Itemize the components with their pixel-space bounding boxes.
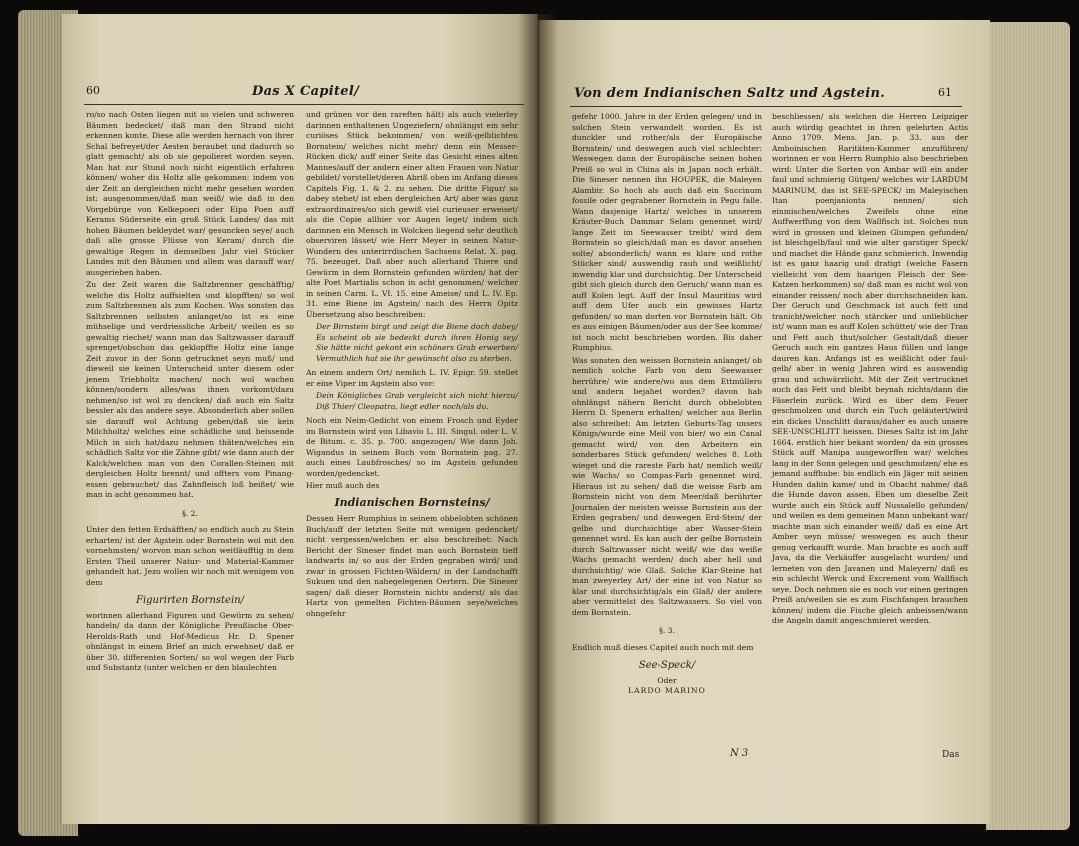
section-mark: §. 3. [659,626,675,635]
paragraph: Unter den fetten Erdsäfften/ so endlich auch zu Stein erharten/ ist der Agstein oder Bornstein wol mit den vornehmsten/ worvon man schon weitläufftig in dem Ersten Theil unserer Natur- und Material-Kammer gehandelt hat. Jezo wollen wir noch mit wenigem von dem [86,525,294,587]
header-rule [570,106,962,107]
paragraph: Was sonsten den weissen Bornstein anlanget/ ob nemlich solche Farb von dem Seewasser herrühre/ wie andere/wo aus dem Ettmüllero und andern bejahet worden? davon hab ohnlängst nähern Bericht durch obbelobten Herrn D. Spenern erhalten/ welcher aus Berlin also schreibet: Am letzten Geburts-Tag unsers Königs/wurde eine Meil von hier/ wo ein Canal gemacht wird/ von den Arbeitern ein sonderbares Stück gefunden/ welches 8. Loth wieget und die rareste Farb hat/ nemlich weiß/ wie Wachs/ so Compas-Farb genennet wird. Hieraus ist zu sehen/ daß die weisse Farb am Bornstein nicht von dem Meer/daß berührter Journalen der meisten weisse Bornstein aus der Erden gegraben/ und deswegen Erd-Stein/ der gelbe und durchsichtige aber Wasser-Stein genennet wird. Es kan auch der gelbe Bornstein durch Saltzwasser nicht weiß/ wie das weiße Wachs gemacht werden/ doch aber hell und durchsichtig/ wie Glaß. Solche Klar-Steine hat man zweyerley Art/ der eine ist von Natur so klar und durchsichtig/als ein Glaß/ der andere aber vermittelst des Saltzwassers. So viel von dem Bornstein. [572,355,762,617]
header-rule [84,104,524,105]
left-page-column-2 [306,110,518,621]
right-page-edges [986,22,1070,830]
page-number: 60 [86,84,100,97]
paragraph: ro/so nach Osten liegen mit so vielen und schweren Bäumen bedecket/ daß man den Strand nicht erkennen konte. Diese alle werden hernach von ihrer Schal befreyet/der Aesten beraubet und dadurch so glatt gemacht/ als ob sie gepolieret worden seyen. Man hat zur Stund noch nicht eigentlich erfahren können/ woher dis Holtz alle gekommen: indem von der Zeit an dergleichen nicht mehr gesehen worden ist: ausgenommen/daß man weiß/ wie daß in den Vorgebürge von Kelkepoeri oder Eipa Poen auff Kerams Süderseite ein groß Stück Landes/ das mit hohen Bäumen bekleydet war/ gesuncken seye/ auch daß alle grosse Flüsse von Keram/ durch die gewaltige Regen in demselben Jahr viel Stücker Landes mit den Bäumen und allem was darauff war/ ausgerieben haben. [86,110,294,277]
paragraph: Noch ein Neim-Gedicht von einem Frosch und Eyder im Bornstein wird von Libavio L. III. Singul. oder L. V. de Bitum. c. 35. p. 700. angezogen/ Wie dann Joh. Wigandus in seinem Buch vom Bornstein pag. 27. auch eines Laubfrosches/ so im Agstein gefunden worden/gedencket. [306,416,518,478]
paragraph: gefehr 1000. Jahre in der Erden gelegen/ und in solchen Stein verwandelt worden. Es ist dunckler und rother/als der Europäische Bornstein/ und deswegen auch viel schlechter: Weswegen dann der Europäische seinen hohen Preiß so wol in China als in Japan noch erhält. Die Sineser nennen ihn HOUPEK, die Maleyen Alambir. So hoch als auch daß ein Succinum fossile oder gegrabener Bornstein in Pegu falle. Wann dasjenige Hartz/ welches in unserem Kräuter-Buch Dammar Selam genennet wird/ lange Zeit im Seewasser treibt/ wird dem Bornstein so gleich/daß man es davor ansehen solte/ absonderlich/ wann es klare und rothe Stücker sind/ auswendig rauh und weißlicht/ inwendig klar und durchsichtig. Der Unterscheid gibt sich gleich durch den Geruch/ wann man es auff Kolen legt. Auff der Insul Mauritius wird auff dem Ufer auch ein gewisses Hartz gefunden/ so man dorten vor Bornstein hält. Ob es aus einigen Bäumen/oder aus der See komme/ ist noch nicht beschrieben worden. Bis daher Rumphius. [572,112,762,352]
gutter-shadow [518,14,558,826]
paragraph: An einem andern Ort/ nemlich L. IV. Epigr. 59. stellet er eine Viper im Agstein also vor: [306,368,518,388]
left-page-column-1 [86,110,294,676]
section-heading: Figurirten Bornstein/ [136,595,244,606]
right-page-header [534,86,990,106]
paragraph: Hier muß auch des [306,481,380,490]
heading-connector: Oder [657,675,677,685]
running-title: Von dem Indianischen Saltz und Agstein. [574,86,886,101]
page-number: 61 [938,86,952,99]
signature-mark: N 3 [730,748,749,759]
paragraph: Dessen Herr Rumphius in seinem obbelobten schönen Buch/auff der letzten Seite mit wenigen gedencket/ nicht vergessen/welchen er also beschreibet: Nach Bericht der Sineser findet man auch Bornstein tieff landwarts in/ so aus der Erden gegraben wird/ und zwar in grossen Fichten-Wäldern/ in der Landschafft Sukuen und den nahegelegenen Oertern. Die Sineser sagen/ daß dieser Bornstein nichts anderst/ als das Hartz von gemelten Fichten-Bäumen seye/welches ohngefehr [306,514,518,618]
catchword: Das [942,750,960,760]
paragraph: Endlich muß dieses Capitel auch noch mit dem [572,642,754,652]
open-book [18,10,1070,836]
verse: Dein Königliches Grab vergleicht sich nicht hierzu/ Diß Thier/ Cleopatra, liegt edler noch/als du. [316,391,518,411]
paragraph: Zu der Zeit waren die Saltzbrenner geschäfftig/ welche dis Holtz auffsielten und klopfften/ so wol zum Saltzbrennen als zum Kochen. Was sonsten das Saltzbrennen selbsten anlanget/so ist es eine mühselige und verdriessliche Arbeit/ weilen es so gewaltig riechet/ wann man das Saltzwasser darauff sprenget/obschon das geklopffte Holtz eine lange Zeit zuvor in der Sonn getrucknet seyn muß/ und dieweil sie keinen Unterscheid unter diesem oder jenem Triebholtz machen/ noch wol wachen können/sondern alles/was ihnen vorkomt/dazu nehmen/so ist wol zu dencken/ daß auch ein Saltz bessler als das andere seye. Absonderlich aber sollen sie darauff wol Achtung geben/daß sie kein Milchholtz/ welches eine schädliche und beissende Milch in sich hat/dazu nehmen thäten/welches ein schädlich Saltz vor die Zähne gibt/ wie dann auch der Kalck/welchen man von den Corallen-Steinen mit dergleichen Holtz brennt/ und offters vom Pinang-essen gebrauchet/ das Zahnfleisch loß beißet/ wie man in acht genommen hat. [86,280,294,499]
verse: Der Birnstein birgt und zeigt die Biene doch dabey/ Es scheint ob sie bedeckt durch ihren Honig sey/ Sie hätte nicht gekont ein schöners Grab erwerben/ Vermuthlich hat sie ihr gewünscht also zu sterben. [316,322,518,363]
left-page [62,14,538,824]
paragraph: worinnen allerhand Figuren und Gewürm zu sehen/ handeln/ da dann der Königliche Preußische Ober-Herolds-Rath und Hof-Medicus Hr. D. Spener ohnlängst in einem Brief an mich erwehnet/ daß er über 30. differenten Sorten/ so wol wegen der Farb und Substantz (unter welchen er den blaulechten [86,610,294,672]
right-page-column-1 [572,112,762,697]
section-heading: See-Speck/ [638,660,696,671]
running-title: Das X Capitel/ [252,84,360,99]
section-mark: §. 2. [182,508,198,518]
paragraph: und grünen vor den rareften hält) als auch vielerley darinnen enthaltenen Ungeziefern/ ohnlängst ein sehr curiöses Stück bekommen/ von weiß-gelblichten Bornstein/ welches nicht mehr/ denn ein Messer-Rücken dick/ auff einer Seite das Gesicht eines alten Mannes/auff der andern einer alten Frauen von Natur gebildet/ vorstellet/deren Abriß oben im Anfang dieses Capitels Fig. 1. & 2. zu sehen. Die dritte Figur/ so dabey stehet/ ist eben dergleichen Art/ aber was ganz extraordinaires/so sich gewiß viel curieuser erweiset/ als die Copie allhier vor Augen leget/ indem sich darinnen ein Mensch in Wolcken liegend sehr deutlich observiren lässet/ wie Herr Meyer in seinen Natur-Wundern des unterirrdischen Sachsens Relat. X. pag. 75. bezeuget. Daß aber auch allerhand Thiere und Gewürm in dem Bornstein gefunden würden/ hat der alte Poet Martialis schon in acht genommen/ welcher in seinen Carm. L. VI. 15. eine Ameise/ und L. IV. Ep. 31. eine Biene im Agstein/ nach des Herrn Opitz Übersetzung also beschreiben: [306,110,518,319]
right-page-column-2 [772,112,968,629]
heading-latin: LARDO MARINO [628,686,706,695]
paragraph: beschliessen/ als welchen die Herren Leipziger auch würdig geachtet in ihren gelehrten Actis Anno 1709. Mens. Jan. p. 33. aus der Amboinischen Raritäten-Kammer anzuführen/ worinnen er von Herrn Rumphio also beschrieben wird: Unter die Sorten von Ambar will ein ander faul und schmierig Gütgen/ welches wir LARDUM MARINUM, das ist SEE-SPECK/ im Maleyischen Itan poenjanionta nennen/ sich einmischen/welches Zweifels ohne eine Auffwerffung von dem Wallfisch ist. Solches nun wird in grossen und kleinen Glumpen gefunden/ ist bleichgelb/faul und wie alter garstiger Speck/ und machet die Hände ganz schmierich. Inwendig ist es ganz haarig und dratigt (welche Fasern vielleicht von dem haarigen Fleisch der See-Katzen herkommen) so/ daß man es nicht wol von einander reissen/ noch aber durchschneiden kan. Der Geruch und Geschmack ist auch fett und tranicht/welcher noch stärcker und unlieblicher ist/ wann man es auff Kolen schüttet/ wie der Tran und Fett auch thut/solcher Gestalt/daß dieser Geruch auch ein gantzes Haus füllen und lange dauren kan. Anfangs ist es weißlicht oder faul-gelb/ aber in wenig Jahren wird es auswendig grau und schwärzlicht. Mit der Zeit vertrucknet auch das Fett und bleibt beynah nichts/dann die Fäserlein zurück. Wird es über dem Feuer geschmolzen und durch ein Tuch geläutert/wird ein dickes Unschlitt daraus/daher es auch unsere SEE-UNSCHLITT heissen. Dieses Saltz ist im Jahr 1664. erstlich hier bekant worden/ da ein grosses Stück auff Manipa ausgeworffen war/ welches lang in der Sonn gelegen und geschmolzen/ ehe es jemand auffhube: bis endlich ein Jäger mit seinen Hunden dahin kame/ und in Obacht nahme/ daß die Hunde davon assen. Eben um dieselbe Zeit wurde auch ein Stück auff Nussalello gefunden/ und weilen es dem gemeinen Mann unbekant war/ machte man sich einander weiß/ daß es eine Art Amber seyn müsse/ weswegen es auch theur genug verkaufft wurde. Man brachte es auch auff Java, da die Verkäuffer ausgelacht wurden/ und lerneten von den Javanen und Maleyern/ daß es ein schlecht Werck und Excrement vom Wallfisch seye. Doch nehmen sie es noch vor einen geringen Preiß an/weilen sie es zum Fischfangen brauchen können/ indem die Fische gleich anbeissen/wann die Angeln damit angeschmieret werden. [772,112,968,625]
section-heading: Indianischen Bornsteins/ [334,495,490,509]
left-page-header [62,84,538,104]
right-page [534,20,990,824]
